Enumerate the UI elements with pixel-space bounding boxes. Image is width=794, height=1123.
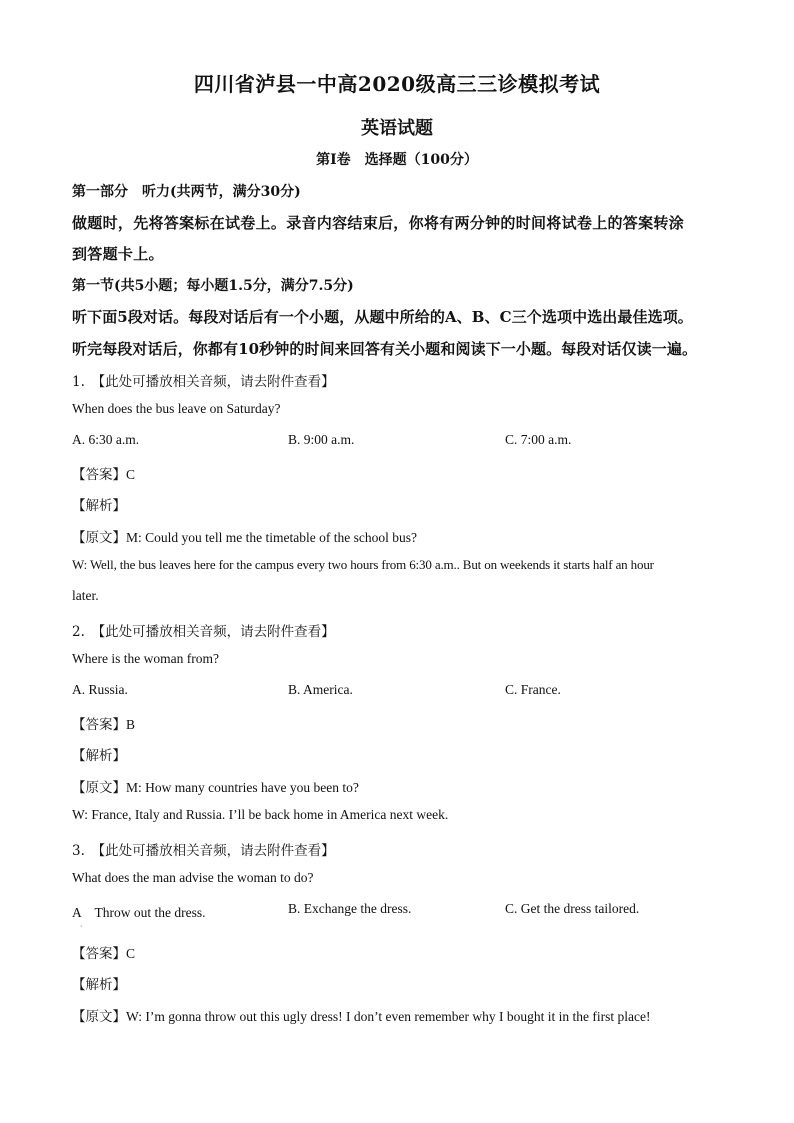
part1-heading: 第一部分 听力(共两节，满分30分) <box>72 184 301 200</box>
question-3-original-line1: W: I’m gonna throw out this ugly dress! I don’t even remember why I bought it in the first place! <box>126 1009 651 1024</box>
question-2-audio[interactable]: 2. 【此处可播放相关音频，请去附件查看】 <box>72 624 335 640</box>
question-2-option-a: A. Russia. <box>72 682 128 697</box>
question-1-original-line1: M: Could you tell me the timetable of the school bus? <box>126 530 417 545</box>
question-2-original-row <box>72 776 732 796</box>
question-2-option-b: B. America. <box>288 682 353 697</box>
question-1-audio[interactable]: 1. 【此处可播放相关音频，请去附件查看】 <box>72 374 335 390</box>
answer-label: 【答案】 <box>72 717 126 733</box>
question-1-text: When does the bus leave on Saturday? <box>72 401 281 416</box>
exam-title: 四川省泸县一中高2020级高三三诊模拟考试 <box>193 72 601 96</box>
question-2-original-line2: W: France, Italy and Russia. I’ll be back home in America next week. <box>72 807 449 822</box>
question-2-answer: B <box>126 717 136 732</box>
section1-instruction-line1: 听下面5段对话。每段对话后有一个小题，从题中所给的A、B、C三个选项中选出最佳选项。 <box>72 308 693 326</box>
answer-label: 【答案】 <box>72 946 126 962</box>
question-3-option-a: A Throw out the dress. <box>72 905 206 920</box>
question-1-option-c: C. 7:00 a.m. <box>505 432 572 447</box>
question-3-option-c: C. Get the dress tailored. <box>505 901 640 916</box>
section1-heading: 第一节(共5小题；每小题1.5分，满分7.5分) <box>72 278 354 294</box>
question-1-original-row <box>72 526 732 546</box>
original-label: 【原文】 <box>72 780 126 796</box>
subject-title: 英语试题 <box>361 118 433 139</box>
question-1-original-line3: later. <box>72 588 99 603</box>
question-1-answer: C <box>126 467 136 482</box>
question-3-text: What does the man advise the woman to do? <box>72 870 314 885</box>
question-1-option-b: B. 9:00 a.m. <box>288 432 355 447</box>
question-3-analysis-label: 【解析】 <box>72 977 126 993</box>
stray-dot-mark: · <box>80 922 83 931</box>
original-label: 【原文】 <box>72 530 126 546</box>
question-3-option-b: B. Exchange the dress. <box>288 901 412 916</box>
answer-label: 【答案】 <box>72 467 126 483</box>
question-3-audio[interactable]: 3. 【此处可播放相关音频，请去附件查看】 <box>72 843 335 859</box>
part1-instruction-line1: 做题时，先将答案标在试卷上。录音内容结束后，你将有两分钟的时间将试卷上的答案转涂 <box>72 214 685 232</box>
question-1-original-line2: W: Well, the bus leaves here for the campus every two hours from 6:30 a.m.. But on weekends it starts half an hour <box>72 557 654 572</box>
section1-instruction-line2: 听完每段对话后，你都有10秒钟的时间来回答有关小题和阅读下一小题。每段对话仅读一遍。 <box>72 340 698 358</box>
question-3-original-row <box>72 1005 732 1025</box>
question-3-answer-row <box>72 942 732 962</box>
volume-heading: 第Ⅰ卷 选择题（100分） <box>316 152 478 168</box>
question-1-answer-row <box>72 463 732 483</box>
question-1-analysis-label: 【解析】 <box>72 498 126 514</box>
original-label: 【原文】 <box>72 1009 126 1025</box>
part1-instruction-line2: 到答题卡上。 <box>72 245 164 263</box>
question-3-answer: C <box>126 946 136 961</box>
question-2-analysis-label: 【解析】 <box>72 748 126 764</box>
question-2-answer-row <box>72 713 732 733</box>
question-2-text: Where is the woman from? <box>72 651 219 666</box>
question-1-option-a: A. 6:30 a.m. <box>72 432 140 447</box>
question-2-option-c: C. France. <box>505 682 561 697</box>
question-2-original-line1: M: How many countries have you been to? <box>126 780 359 795</box>
